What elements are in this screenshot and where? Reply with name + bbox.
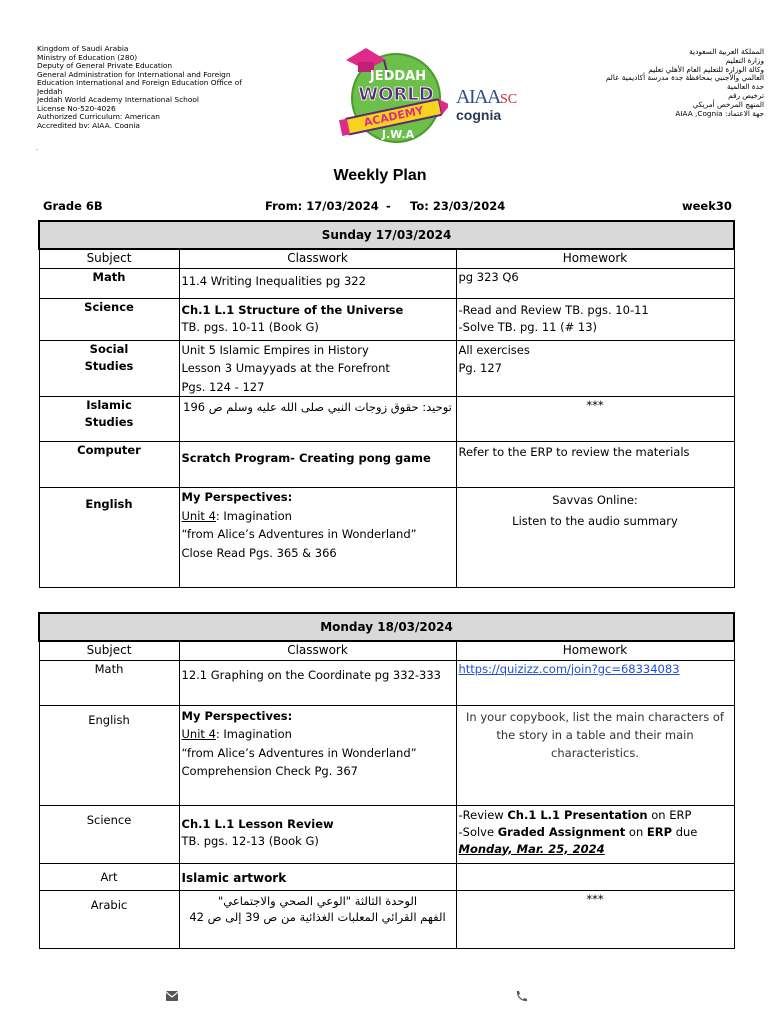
table-row — [39, 863, 734, 890]
header-left-line: General Administration for International and Foreign Education International and Foreign Education Office of Jeddah — [37, 70, 242, 96]
header-left-line: Kingdom of Saudi Arabia — [37, 45, 129, 53]
header-left-line: Authorized Curriculum: American — [37, 113, 160, 121]
classwork-line: Ch.1 L.1 Structure of the Universe — [181, 302, 404, 317]
table-row — [39, 705, 734, 805]
text-part: on ERP — [647, 807, 692, 822]
table-row — [39, 340, 734, 397]
header-left-block — [37, 45, 262, 128]
header-left-line: License No-520-4026 — [37, 104, 116, 113]
subject-cell: Computer — [39, 442, 179, 488]
quiz-link[interactable]: https://quizizz.com/join?gc=68334083 — [458, 661, 680, 676]
subject-cell: Art — [39, 863, 179, 890]
classwork-line: TB. pgs. 10-11 (Book G) — [181, 319, 319, 334]
aiaa-text: AIAA — [456, 86, 500, 108]
classwork-cell: Scratch Program- Creating pong game — [179, 442, 456, 488]
col-header-classwork: Classwork — [179, 249, 456, 268]
page-title: Weekly Plan — [333, 167, 427, 184]
table-row — [39, 442, 734, 488]
text-part: due — [672, 824, 698, 839]
col-header-homework: Homework — [456, 641, 734, 660]
classwork-cell — [179, 340, 456, 397]
unit-rest-text: : Imagination — [215, 727, 292, 741]
stray-mark: . — [36, 146, 38, 152]
subject-line: Social — [89, 341, 129, 356]
subject-cell: Arabic — [39, 890, 179, 948]
subject-cell: Math — [39, 660, 179, 705]
sunday-table — [38, 220, 735, 588]
homework-cell — [456, 660, 734, 705]
text-part: -Solve — [458, 824, 498, 839]
classwork-line — [182, 725, 454, 744]
classwork-line: TB. pgs. 12-13 (Book G) — [181, 833, 319, 848]
classwork-cell — [179, 890, 456, 948]
homework-cell: *** — [456, 890, 734, 948]
classwork-line: Comprehension Check Pg. 367 — [181, 764, 358, 778]
logo-line-4: J.W.A — [381, 128, 415, 141]
header-right-line: جدة العالمية — [726, 82, 764, 92]
homework-line — [459, 807, 732, 824]
classwork-line: My Perspectives: — [181, 490, 293, 504]
homework-line: -Solve TB. pg. 11 (# 13) — [458, 319, 598, 334]
text-part: Graded Assignment — [497, 824, 626, 839]
school-logo — [336, 42, 448, 144]
homework-cell — [456, 863, 734, 890]
homework-line: Listen to the audio summary — [512, 514, 678, 528]
subject-cell — [39, 397, 179, 442]
subject-cell: Science — [39, 298, 179, 340]
classwork-cell: توحيد: حقوق زوجات النبي صلى الله عليه وسلم ص 196 — [179, 397, 456, 442]
homework-line: Pg. 127 — [458, 361, 502, 375]
header-right-line: جهة الاعتماد: AIAA ,Cognia — [675, 108, 764, 118]
homework-cell: pg 323 Q6 — [456, 268, 734, 298]
col-header-subject: Subject — [39, 641, 179, 660]
table-row — [39, 805, 734, 863]
day-heading: Sunday 17/03/2024 — [39, 221, 734, 249]
header-right-line: العالمي والأجنبي بمحافظة جدة مدرسة أكاديمية عالم — [605, 73, 764, 83]
classwork-cell — [179, 298, 456, 340]
header-left-line: Ministry of Education (280) — [37, 53, 138, 62]
classwork-cell — [179, 705, 456, 805]
classwork-line: Ch.1 L.1 Lesson Review — [181, 816, 334, 831]
monday-table — [38, 612, 735, 949]
col-header-subject: Subject — [39, 249, 179, 268]
table-row — [39, 268, 734, 298]
subject-cell: English — [39, 705, 179, 805]
day-heading: Monday 18/03/2024 — [39, 613, 734, 641]
due-date: Monday, Mar. 25, 2024 — [458, 841, 605, 856]
unit-link-text: Unit 4 — [181, 508, 216, 523]
classwork-line: My Perspectives: — [181, 708, 293, 723]
text-part: on — [625, 824, 647, 839]
col-header-homework: Homework — [456, 249, 734, 268]
aiaa-logo — [456, 86, 520, 109]
homework-cell: In your copybook, list the main characters of the story in a table and their main characteristics. — [456, 705, 734, 805]
table-row — [39, 488, 734, 588]
cognia-logo: cognia — [456, 107, 502, 123]
header-right-line: المملكة العربية السعودية — [689, 47, 764, 56]
unit-rest-text: : Imagination — [215, 508, 292, 523]
logo-line-2: WORLD — [358, 84, 434, 105]
text-part: Ch.1 L.1 Presentation — [507, 807, 648, 822]
classwork-line: الوحدة الثالثة "الوعي الصحي والاجتماعي" — [217, 893, 418, 908]
homework-line: -Read and Review TB. pgs. 10-11 — [458, 302, 649, 317]
homework-cell: *** — [456, 397, 734, 442]
grade-label: Grade 6B — [43, 199, 103, 213]
text-part: ERP — [646, 824, 673, 839]
header-right-line: ترخيص رقم — [728, 90, 764, 100]
header-left-line: Accredited by: AIAA, Cognia — [37, 121, 140, 128]
col-header-classwork: Classwork — [179, 641, 456, 660]
unit-link-text: Unit 4 — [181, 727, 216, 741]
homework-line — [459, 824, 732, 841]
classwork-line: “from Alice’s Adventures in Wonderland” — [181, 745, 417, 760]
table-row — [39, 660, 734, 705]
subject-cell — [39, 340, 179, 397]
header-left-line: Deputy of General Private Education — [37, 62, 173, 70]
classwork-cell: 12.1 Graphing on the Coordinate pg 332-333 — [179, 660, 456, 705]
header-right-line: وكالة الوزارة للتعليم العام الأهلي تعليم — [648, 64, 764, 74]
from-date: From: 17/03/2024 — [265, 199, 379, 213]
classwork-line: Unit 5 Islamic Empires in History — [181, 342, 369, 357]
phone-icon — [514, 990, 528, 1002]
subject-line: Studies — [84, 358, 134, 373]
header-left-line: Jeddah World Academy International School — [37, 96, 199, 104]
table-row — [39, 397, 734, 442]
classwork-line: Close Read Pgs. 365 & 366 — [181, 545, 337, 560]
classwork-cell: 11.4 Writing Inequalities pg 322 — [179, 268, 456, 298]
classwork-line — [182, 507, 454, 526]
homework-cell — [456, 805, 734, 863]
mail-icon — [165, 990, 179, 1002]
classwork-cell — [179, 805, 456, 863]
homework-cell: Refer to the ERP to review the materials — [456, 442, 734, 488]
homework-cell — [456, 340, 734, 397]
classwork-line: Pgs. 124 - 127 — [181, 379, 265, 394]
accreditation-logos — [456, 86, 520, 126]
homework-line: Savvas Online: — [552, 493, 638, 507]
header-right-line: المنهج المرخص أمريكي — [692, 99, 764, 109]
logo-line-1: JEDDAH — [369, 69, 427, 84]
classwork-line: Lesson 3 Umayyads at the Forefront — [181, 361, 390, 375]
classwork-cell: Islamic artwork — [179, 863, 456, 890]
table-row — [39, 298, 734, 340]
week-label: week30 — [682, 199, 732, 213]
table-row — [39, 890, 734, 948]
subject-line: Islamic — [86, 398, 132, 412]
to-date: To: 23/03/2024 — [410, 199, 506, 213]
aiaa-suffix: SC — [500, 92, 518, 107]
subject-cell: English — [39, 488, 179, 588]
date-separator: - — [386, 199, 391, 213]
text-part: -Review — [458, 807, 508, 822]
subject-cell: Science — [39, 805, 179, 863]
logo-line-3: ACADEMY — [362, 103, 425, 130]
classwork-line: الفهم القرائي المعلبات الغذائية من ص 39 إلى ص 42 — [189, 909, 446, 924]
homework-cell — [456, 488, 734, 588]
homework-cell — [456, 298, 734, 340]
subject-line: Studies — [84, 415, 134, 429]
header-right-line: وزارة التعليم — [725, 55, 764, 65]
header-right-block — [568, 48, 764, 118]
classwork-cell — [179, 488, 456, 588]
classwork-line: “from Alice’s Adventures in Wonderland” — [181, 527, 417, 541]
homework-line: All exercises — [458, 342, 530, 357]
subject-cell: Math — [39, 268, 179, 298]
